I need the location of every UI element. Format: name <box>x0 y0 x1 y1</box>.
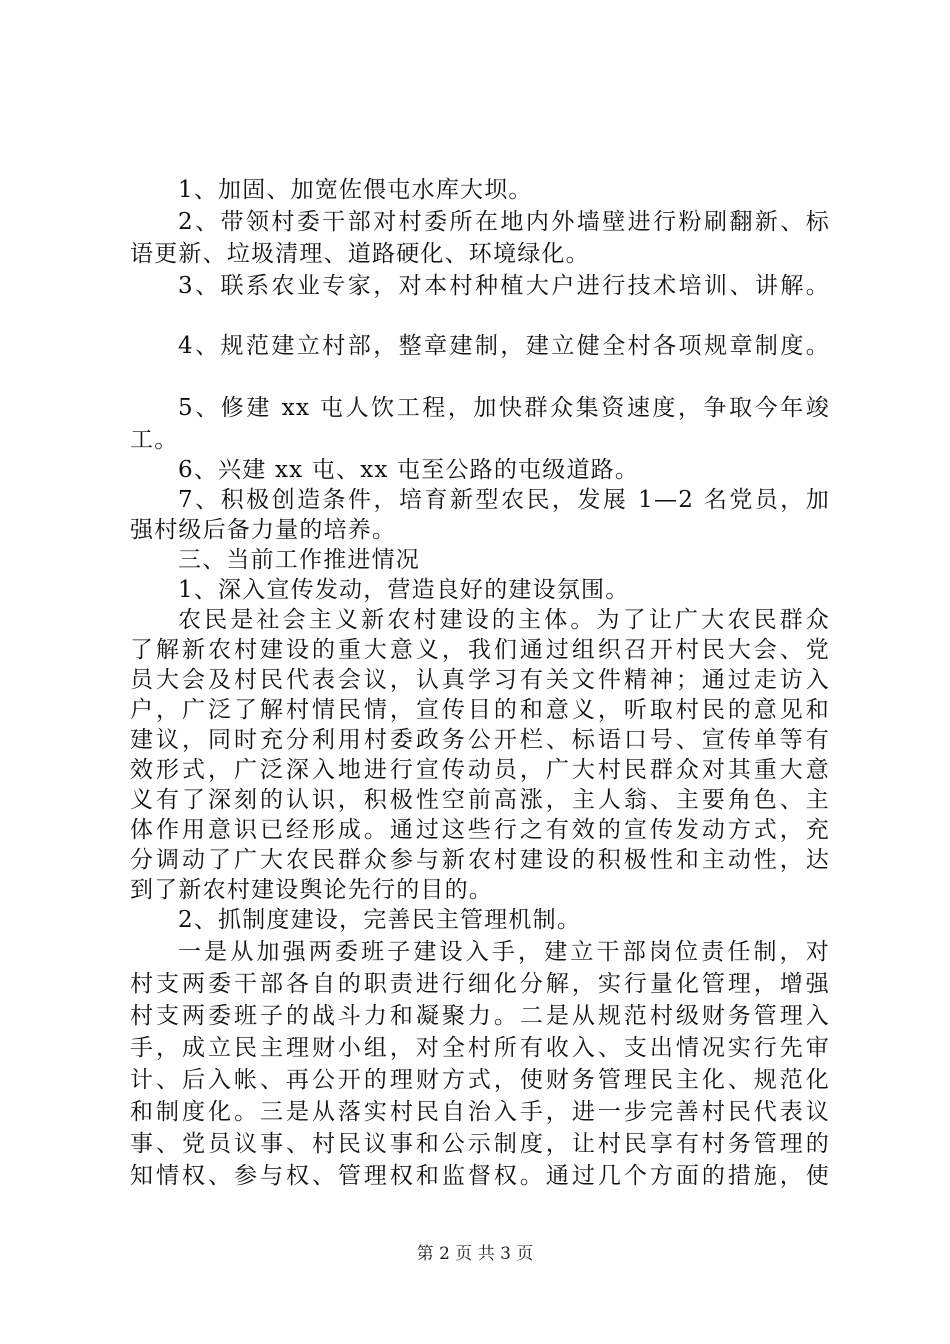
text-line: 手，成立民主理财小组，对全村所有收入、支出情况实行先审 <box>130 1035 830 1061</box>
text-line: 效形式，广泛深入地进行宣传动员，广大村民群众对其重大意 <box>130 757 830 783</box>
text-line: 计、后入帐、再公开的理财方式，使财务管理民主化、规范化 <box>130 1067 830 1093</box>
subsection-heading: 2、抓制度建设，完善民主管理机制。 <box>178 907 582 933</box>
text-line: 1、加固、加宽佐偎屯水库大坝。 <box>178 177 533 203</box>
text-line: 强村级后备力量的培养。 <box>130 517 397 543</box>
text-line: 4、规范建立村部，整章建制，建立健全村各项规章制度。 <box>178 333 830 359</box>
text-line: 语更新、垃圾清理、道路硬化、环境绿化。 <box>130 241 590 267</box>
text-line: 3、联系农业专家，对本村种植大户进行技术培训、讲解。 <box>178 273 830 299</box>
text-line: 一是从加强两委班子建设入手，建立干部岗位责任制，对 <box>178 939 830 965</box>
text-line: 农民是社会主义新农村建设的主体。为了让广大农民群众 <box>178 607 830 633</box>
text-line: 体作用意识已经形成。通过这些行之有效的宣传发动方式，充 <box>130 817 830 843</box>
text-line: 知情权、参与权、管理权和监督权。通过几个方面的措施，使 <box>130 1163 830 1189</box>
text-line: 和制度化。三是从落实村民自治入手，进一步完善村民代表议 <box>130 1099 830 1125</box>
text-line: 村支两委干部各自的职责进行细化分解，实行量化管理，增强 <box>130 971 830 997</box>
text-line: 了解新农村建设的重大意义，我们通过组织召开村民大会、党 <box>130 637 830 663</box>
text-line: 建议，同时充分利用村委政务公开栏、标语口号、宣传单等有 <box>130 727 830 753</box>
subsection-heading: 1、深入宣传发动，营造良好的建设氛围。 <box>178 577 630 603</box>
text-line: 户，广泛了解村情民情，宣传目的和意义，听取村民的意见和 <box>130 697 830 723</box>
text-line: 2、带领村委干部对村委所在地内外墙壁进行粉刷翻新、标 <box>178 209 830 235</box>
page-footer: 第 2 页 共 3 页 <box>416 1244 534 1264</box>
text-line: 事、党员议事、村民议事和公示制度，让村民享有村务管理的 <box>130 1131 830 1157</box>
text-line: 分调动了广大农民群众参与新农村建设的积极性和主动性，达 <box>130 847 830 873</box>
text-line: 义有了深刻的认识，积极性空前高涨，主人翁、主要角色、主 <box>130 787 830 813</box>
text-line: 到了新农村建设舆论先行的目的。 <box>130 877 493 903</box>
text-line: 7、积极创造条件，培育新型农民，发展 1—2 名党员，加 <box>178 487 830 513</box>
text-line: 5、修建 xx 屯人饮工程，加快群众集资速度，争取今年竣 <box>178 395 830 421</box>
text-line: 村支两委班子的战斗力和凝聚力。二是从规范村级财务管理入 <box>130 1003 830 1029</box>
section-heading: 三、当前工作推进情况 <box>178 547 420 573</box>
text-line: 6、兴建 xx 屯、xx 屯至公路的屯级道路。 <box>178 457 640 483</box>
text-line: 工。 <box>130 427 179 453</box>
text-line: 员大会及村民代表会议，认真学习有关文件精神；通过走访入 <box>130 667 830 693</box>
